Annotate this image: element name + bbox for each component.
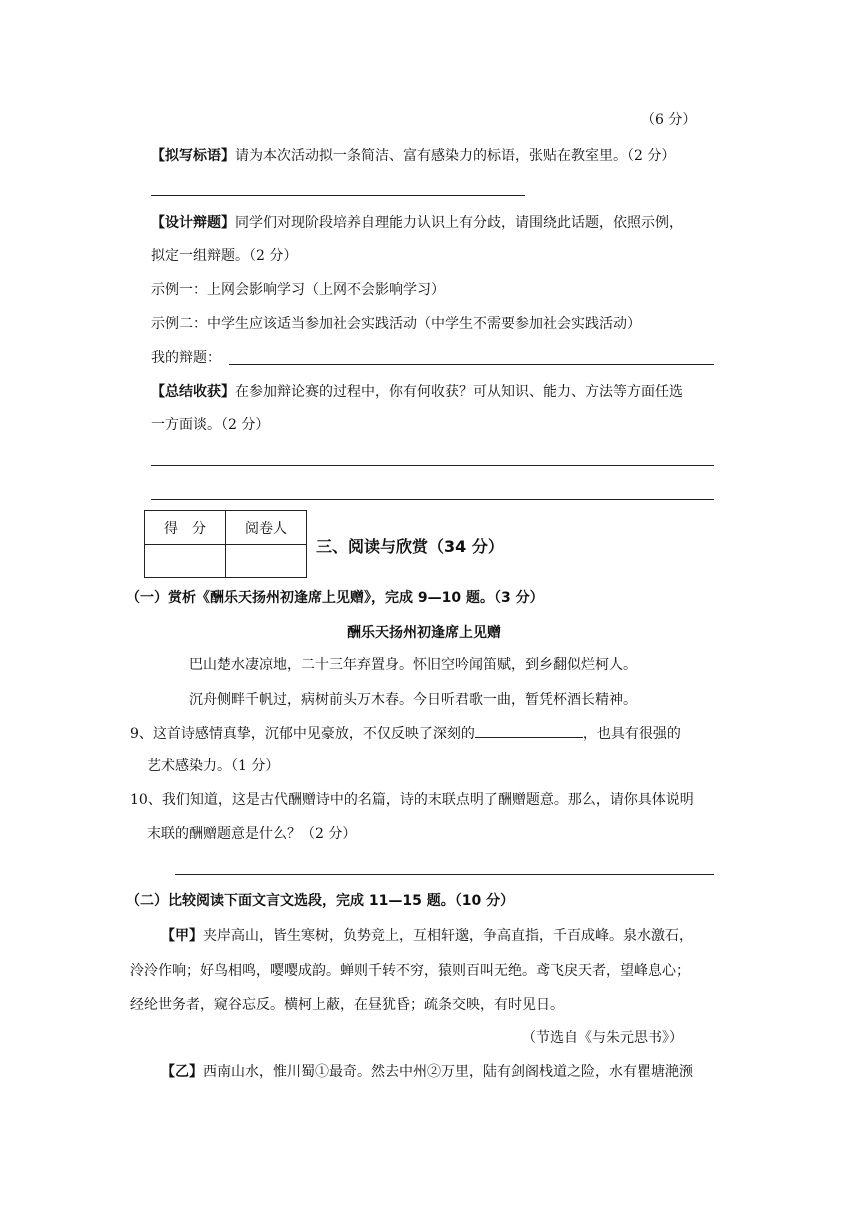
summary-answer-line-2[interactable] bbox=[151, 499, 714, 500]
part-1-heading: （一）赏析《酬乐天扬州初逢席上见赠》，完成 9—10 题。（3 分） bbox=[126, 590, 544, 606]
my-debate-answer-line[interactable] bbox=[229, 364, 714, 365]
slogan-label: 【拟写标语】 bbox=[151, 148, 235, 164]
my-debate-label: 我的辩题： bbox=[151, 350, 221, 366]
passage-jia-text-1: 夹岸高山，皆生寒树，负势竞上，互相轩邈，争高直指，千百成峰。泉水激石， bbox=[203, 928, 693, 944]
debate-text-1: 同学们对现阶段培养自理能力认识上有分歧，请围绕此话题，依照示例， bbox=[235, 215, 683, 231]
passage-yi-label: 【乙】 bbox=[161, 1064, 203, 1080]
slogan-text: 请为本次活动拟一条简洁、富有感染力的标语，张贴在教室里。（2 分） bbox=[235, 148, 676, 164]
summary-text-1: 在参加辩论赛的过程中，你有何收获？可从知识、能力、方法等方面任选 bbox=[235, 384, 683, 400]
question-10-answer-line[interactable] bbox=[175, 874, 714, 875]
section-3-title: 三、阅读与欣赏（34 分） bbox=[316, 537, 504, 556]
score-note: （6 分） bbox=[641, 112, 697, 128]
passage-yi-text-1: 西南山水，惟川蜀①最奇。然去中州②万里，陆有剑阁栈道之险，水有瞿塘滟滪 bbox=[203, 1064, 693, 1080]
slogan-answer-line[interactable] bbox=[151, 195, 525, 196]
poem-line-2: 沉舟侧畔千帆过，病树前头万木春。今日听君歌一曲，暂凭杯酒长精神。 bbox=[189, 692, 637, 708]
poem-title: 酬乐天扬州初逢席上见赠 bbox=[347, 625, 501, 641]
summary-prompt bbox=[151, 382, 683, 402]
question-10-line-2: 末联的酬赠题意是什么？（2 分） bbox=[147, 826, 357, 842]
question-9-text-b: ，也具有很强的 bbox=[582, 726, 681, 742]
poem-line-1: 巴山楚水凄凉地，二十三年弃置身。怀旧空吟闻笛赋，到乡翻似烂柯人。 bbox=[189, 657, 637, 673]
passage-jia-line-2: 泠泠作响；好鸟相鸣，嘤嘤成韵。蝉则千转不穷，猿则百叫无绝。鸢飞戾天者，望峰息心； bbox=[130, 963, 690, 979]
debate-label: 【设计辩题】 bbox=[151, 215, 235, 231]
question-9-text-a: 9、这首诗感情真挚，沉郁中见豪放，不仅反映了深刻的 bbox=[130, 726, 475, 742]
slogan-prompt bbox=[151, 146, 675, 166]
summary-label: 【总结收获】 bbox=[151, 384, 235, 400]
debate-example-2: 示例二：中学生应该适当参加社会实践活动（中学生不需要参加社会实践活动） bbox=[151, 316, 641, 332]
question-9-text-c: 艺术感染力。（1 分） bbox=[147, 758, 280, 774]
passage-jia-label: 【甲】 bbox=[161, 928, 203, 944]
score-table bbox=[144, 510, 307, 578]
debate-prompt bbox=[151, 213, 683, 233]
question-9-blank[interactable] bbox=[475, 722, 583, 738]
part-2-heading: （二）比较阅读下面文言文选段，完成 11—15 题。（10 分） bbox=[126, 893, 515, 909]
grader-cell[interactable] bbox=[226, 545, 307, 578]
debate-text-2: 拟定一组辩题。（2 分） bbox=[151, 248, 298, 264]
question-9 bbox=[130, 722, 681, 744]
score-header: 得 分 bbox=[145, 511, 226, 545]
grader-header: 阅卷人 bbox=[226, 511, 307, 545]
summary-text-2: 一方面谈。（2 分） bbox=[151, 417, 270, 433]
passage-jia-source: （节选自《与朱元思书》） bbox=[522, 1030, 683, 1046]
passage-jia-line-1 bbox=[161, 926, 693, 946]
question-10-line-1: 10、我们知道，这是古代酬赠诗中的名篇，诗的末联点明了酬赠题意。那么，请你具体说明 bbox=[130, 792, 694, 808]
summary-answer-line-1[interactable] bbox=[151, 465, 714, 466]
passage-yi-line-1 bbox=[161, 1062, 693, 1082]
debate-example-1: 示例一：上网会影响学习（上网不会影响学习） bbox=[151, 282, 445, 298]
score-cell[interactable] bbox=[145, 545, 226, 578]
passage-jia-line-3: 经纶世务者，窥谷忘反。横柯上蔽，在昼犹昏；疏条交映，有时见日。 bbox=[130, 997, 564, 1013]
